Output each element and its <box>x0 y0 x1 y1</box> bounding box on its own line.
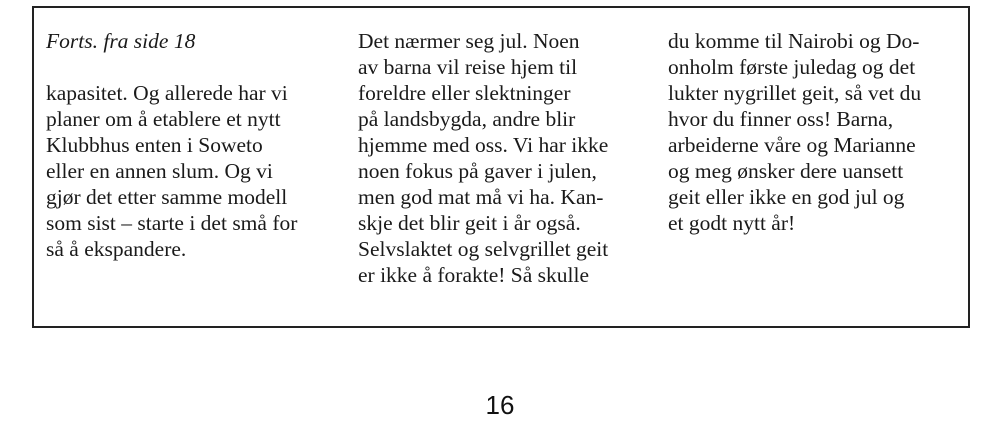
text-line: skje det blir geit i år også. <box>358 211 581 235</box>
text-line: geit eller ikke en god jul og <box>668 185 905 209</box>
text-line: noen fokus på gaver i julen, <box>358 159 597 183</box>
continuation-note: Forts. fra side 18 <box>46 29 196 53</box>
text-column-1 <box>46 28 346 262</box>
text-line: av barna vil reise hjem til <box>358 55 578 79</box>
text-line: planer om å etablere et nytt <box>46 107 281 131</box>
text-line: som sist – starte i det små for <box>46 211 298 235</box>
article-box <box>32 6 970 328</box>
text-line: et godt nytt år! <box>668 211 796 235</box>
text-column-2 <box>358 28 658 288</box>
text-line: lukter nygrillet geit, så vet du <box>668 81 922 105</box>
text-line: foreldre eller slektninger <box>358 81 571 105</box>
text-line: Selvslaktet og selvgrillet geit <box>358 237 609 261</box>
text-line: eller en annen slum. Og vi <box>46 159 273 183</box>
text-line: Det nærmer seg jul. Noen <box>358 29 580 53</box>
text-column-3 <box>668 28 968 236</box>
text-line: hvor du finner oss! Barna, <box>668 107 894 131</box>
text-line: så å ekspandere. <box>46 237 187 261</box>
text-line: hjemme med oss. Vi har ikke <box>358 133 609 157</box>
text-line: men god mat må vi ha. Kan- <box>358 185 604 209</box>
text-line: du komme til Nairobi og Do- <box>668 29 920 53</box>
text-line: på landsbygda, andre blir <box>358 107 576 131</box>
text-line: arbeiderne våre og Marianne <box>668 133 916 157</box>
page-number: 16 <box>485 390 515 420</box>
text-line: onholm første juledag og det <box>668 55 916 79</box>
text-line: og meg ønsker dere uansett <box>668 159 904 183</box>
text-line: kapasitet. Og allerede har vi <box>46 81 288 105</box>
text-line: er ikke å forakte! Så skulle <box>358 263 590 287</box>
text-line: gjør det etter samme modell <box>46 185 288 209</box>
text-line: Klubbhus enten i Soweto <box>46 133 263 157</box>
